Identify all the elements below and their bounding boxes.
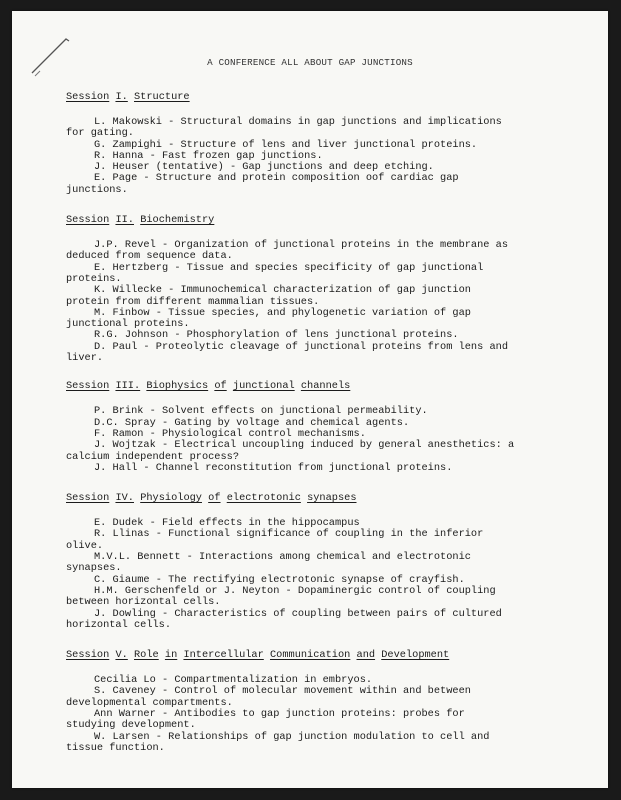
talk-item: E. Dudek - Field effects in the hippocampus [94, 517, 360, 530]
talk-item: R. Hanna - Fast frozen gap junctions. [94, 149, 323, 162]
session-word: Session [66, 214, 110, 227]
session-title-word: Role [134, 649, 159, 662]
talk-item: G. Zampighi - Structure of lens and liver junctional proteins. [94, 138, 478, 151]
session-title-word: channels [300, 380, 351, 393]
talk-item: L. Makowski - Structural domains in gap junctions and implications for gating. [66, 116, 502, 140]
session-word: Session [66, 380, 110, 393]
session-3 [66, 381, 516, 474]
talk-item: M. Finbow - Tissue species, and phylogenetic variation of gap junctional proteins. [66, 306, 471, 331]
session-title-word: Communication [269, 649, 351, 662]
session-title-word: electrotonic [226, 492, 301, 505]
session-title-word: junctional [232, 380, 295, 393]
session-title-word: Physiology [140, 492, 202, 505]
session-word: Session [66, 649, 110, 662]
session-list [66, 92, 516, 773]
document-page [12, 11, 608, 788]
session-2 [66, 215, 516, 364]
session-heading [66, 381, 516, 393]
session-title-word: Development [381, 649, 450, 662]
talk-item: J.P. Revel - Organization of junctional proteins in the membrane as deduced from sequence data. [66, 239, 509, 263]
talk-item: J. Heuser (tentative) - Gap junctions and deep etching. [94, 161, 434, 174]
talk-item: P. Brink - Solvent effects on junctional permeability. [94, 405, 428, 418]
session-word: Session [66, 492, 110, 505]
session-number: IV. [115, 492, 134, 505]
talk-item: H.M. Gerschenfeld or J. Neyton - Dopaminergic control of coupling between horizontal cells. [66, 584, 496, 609]
session-heading [66, 215, 516, 227]
session-5 [66, 650, 516, 754]
session-heading [66, 493, 516, 505]
session-title-word: Structure [134, 91, 190, 103]
talk-item: K. Willecke - Immunochemical characterization of gap junction protein from different mammalian tissues. [66, 284, 471, 308]
talk-item: S. Caveney - Control of molecular movement within and between developmental compartments. [66, 685, 471, 709]
paperclip-mark-icon [28, 29, 72, 79]
talk-item: R.G. Johnson - Phosphorylation of lens junctional proteins. [94, 329, 459, 342]
session-title-word: Biochemistry [140, 214, 215, 227]
talk-item: J. Wojtzak - Electrical uncoupling induced by general anesthetics: a calcium independent process? [66, 439, 515, 463]
session-1 [66, 92, 516, 196]
session-number: V. [115, 649, 128, 662]
session-title-word: Intercellular [183, 649, 264, 662]
session-title-connector: of [214, 380, 227, 393]
talk-item: R. Llinas - Functional significance of coupling in the inferior olive. [66, 528, 484, 552]
talk-item: E. Hertzberg - Tissue and species specificity of gap junctional proteins. [66, 261, 484, 285]
session-4 [66, 493, 516, 631]
document-title: A CONFERENCE ALL ABOUT GAP JUNCTIONS [207, 57, 413, 68]
session-number: I. [115, 91, 128, 103]
talk-item: J. Dowling - Characteristics of coupling between pairs of cultured horizontal cells. [66, 607, 502, 631]
talk-item: Cecilia Lo - Compartmentalization in embryos. [94, 674, 373, 687]
talk-item: W. Larsen - Relationships of gap junction modulation to cell and tissue function. [66, 730, 490, 754]
session-word: Session [66, 91, 110, 103]
session-title-connector: in [164, 649, 178, 662]
session-heading [66, 650, 516, 662]
talk-item: M.V.L. Bennett - Interactions among chemical and electrotonic synapses. [66, 551, 471, 575]
session-title-connector: of [208, 492, 221, 505]
talk-item: D.C. Spray - Gating by voltage and chemical agents. [94, 416, 410, 429]
session-number: II. [115, 214, 134, 227]
talk-item: J. Hall - Channel reconstitution from junctional proteins. [94, 461, 453, 474]
talk-item: C. Giaume - The rectifying electrotonic synapse of crayfish. [94, 573, 465, 586]
talk-item: F. Ramon - Physiological control mechanisms. [94, 427, 366, 440]
session-title-word: synapses [307, 492, 357, 505]
talk-item: Ann Warner - Antibodies to gap junction proteins: probes for studying development. [66, 707, 465, 732]
talk-item: E. Page - Structure and protein composition oof cardiac gap junctions. [66, 172, 459, 196]
session-number: III. [115, 380, 141, 393]
session-heading [66, 92, 516, 104]
talk-item: D. Paul - Proteolytic cleavage of junctional proteins from lens and liver. [66, 340, 509, 365]
session-title-connector: and [356, 649, 376, 662]
session-title-word: Biophysics [146, 380, 209, 393]
